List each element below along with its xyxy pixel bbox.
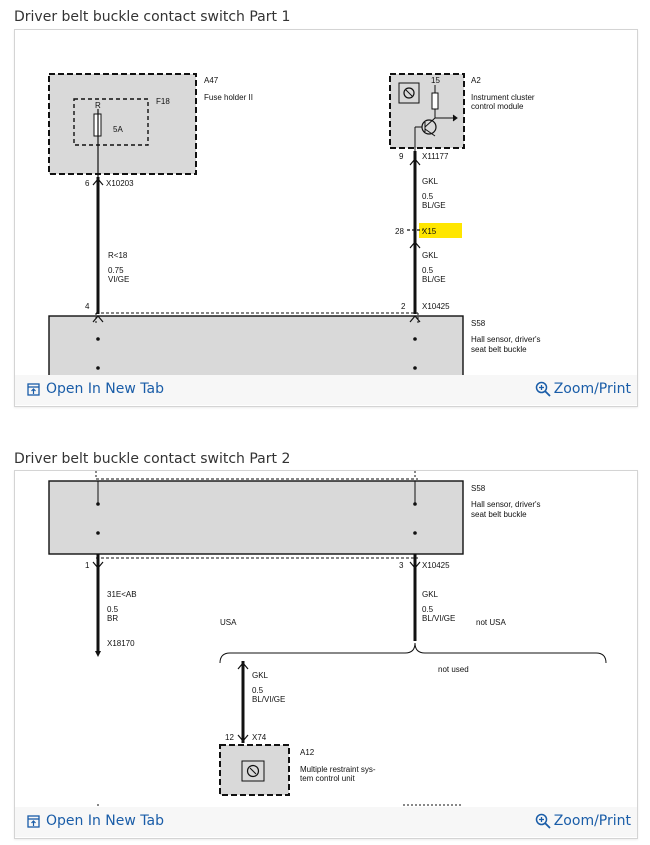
wire-left-gauge: 0.75 (108, 266, 124, 275)
zoom-print-label: Zoom/Print (553, 381, 631, 397)
a12-description-line2: tem control unit (300, 774, 355, 783)
zoom-icon (535, 381, 551, 397)
f18-fuse-box (74, 99, 148, 145)
diagram-1-footer (15, 375, 637, 405)
diagram-2-panel (14, 470, 638, 839)
wire-branch-color: BL/VI/GE (252, 695, 286, 704)
diagram-1-panel (14, 29, 638, 407)
label-not-usa: not USA (476, 618, 506, 627)
zoom-icon (535, 813, 551, 829)
wire-left-2-color: BR (107, 614, 119, 623)
pin-s58-right: 2 (401, 302, 406, 311)
a12-restraint-module-box (220, 745, 289, 795)
a2-label: A2 (471, 76, 481, 85)
pin-a12: 12 (225, 733, 234, 742)
open-in-new-tab-label: Open In New Tab (46, 813, 164, 829)
fuse-r-label: R (95, 101, 101, 110)
label-usa: USA (220, 618, 237, 627)
connector-x11177: X11177 (422, 152, 449, 161)
zoom-print-link-2[interactable] (535, 813, 631, 829)
wire-branch-gauge: 0.5 (252, 686, 264, 695)
wire-branch-signal: GKL (252, 671, 269, 680)
wire-right-2-gauge: 0.5 (422, 605, 434, 614)
open-in-new-tab-label: Open In New Tab (46, 381, 164, 397)
wire-right-top-gauge: 0.5 (422, 192, 434, 201)
zoom-print-label: Zoom/Print (553, 813, 631, 829)
label-not-used: not used (438, 665, 469, 674)
s58-description-2-line2: seat belt buckle (471, 510, 527, 519)
s58-hall-sensor-box (49, 316, 463, 375)
diagram-1-viewport[interactable] (15, 30, 637, 375)
wire-right-2-color: BL/VI/GE (422, 614, 456, 623)
variant-brace (220, 643, 606, 663)
zoom-print-link-1[interactable] (535, 381, 631, 397)
s58-description-line1: Hall sensor, driver's (471, 335, 541, 344)
pin-x15: 28 (395, 227, 404, 236)
pin-s58-right-2: 3 (399, 561, 404, 570)
a2-description-line1: Instrument cluster (471, 93, 535, 102)
diagram-2-viewport[interactable] (15, 471, 637, 807)
wire-right-mid-signal: GKL (422, 251, 439, 260)
open-tab-icon (27, 815, 40, 828)
wire-left-2-signal: 31E<AB (107, 590, 137, 599)
wire-right-mid-color: BL/GE (422, 275, 446, 284)
a47-description: Fuse holder II (204, 93, 253, 102)
pin-a47: 6 (85, 179, 90, 188)
a2-inner-pin: 15 (431, 76, 440, 85)
s58-label: S58 (471, 319, 486, 328)
f18-label: F18 (156, 97, 170, 106)
open-in-new-tab-link-1[interactable] (27, 381, 164, 397)
wire-right-2-signal: GKL (422, 590, 439, 599)
pin-s58-left-2: 1 (85, 561, 90, 570)
wire-left-signal: R<18 (108, 251, 128, 260)
open-tab-icon (27, 383, 40, 396)
diagram-2-svg (15, 471, 637, 807)
a12-description-line1: Multiple restraint sys- (300, 765, 376, 774)
diagram-2-footer (15, 807, 637, 837)
open-in-new-tab-link-2[interactable] (27, 813, 164, 829)
diagram-1-title: Driver belt buckle contact switch Part 1 (14, 9, 291, 25)
wire-left-2-gauge: 0.5 (107, 605, 119, 614)
connector-x15[interactable]: X15 (422, 227, 437, 236)
wire-right-top-color: BL/GE (422, 201, 446, 210)
wire-left-color: VI/GE (108, 275, 130, 284)
wire-right-mid-gauge: 0.5 (422, 266, 434, 275)
diagram-2-title: Driver belt buckle contact switch Part 2 (14, 451, 291, 467)
a47-label: A47 (204, 76, 219, 85)
diagram-1-svg (15, 30, 637, 375)
s58-label-2: S58 (471, 484, 486, 493)
pin-a2: 9 (399, 152, 404, 161)
a12-label: A12 (300, 748, 315, 757)
connector-x10203: X10203 (106, 179, 134, 188)
connector-x10425-2: X10425 (422, 561, 450, 570)
connector-x18170: X18170 (107, 639, 135, 648)
pin-s58-left: 4 (85, 302, 90, 311)
wire-right-top-signal: GKL (422, 177, 439, 186)
connector-x10425: X10425 (422, 302, 450, 311)
connector-x74: X74 (252, 733, 267, 742)
s58-hall-sensor-box-2 (49, 481, 463, 554)
a2-instrument-cluster-box (390, 74, 464, 148)
s58-description-2-line1: Hall sensor, driver's (471, 500, 541, 509)
fuse-rating: 5A (113, 125, 123, 134)
a2-description-line2: control module (471, 102, 524, 111)
s58-description-line2: seat belt buckle (471, 345, 527, 354)
